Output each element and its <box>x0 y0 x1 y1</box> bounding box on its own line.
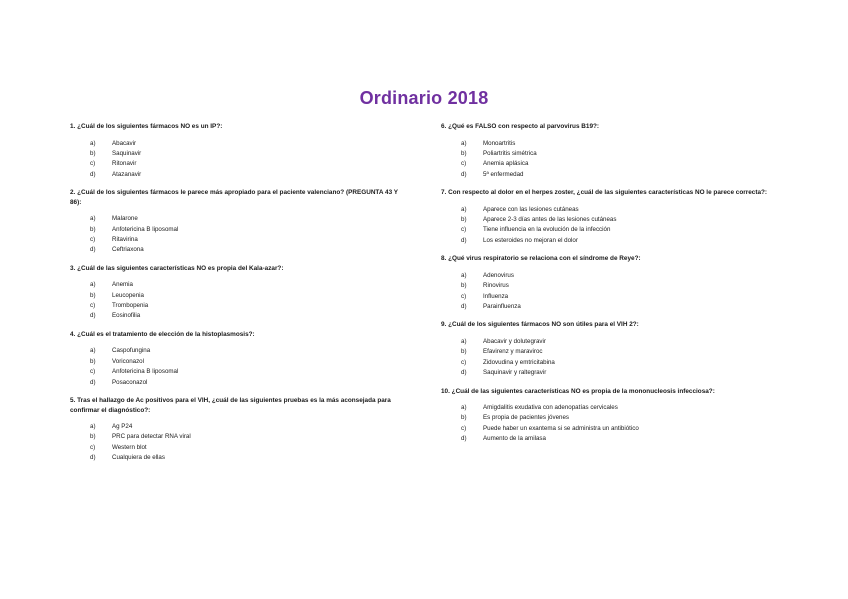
option-letter: c) <box>90 368 96 376</box>
option-list <box>441 403 781 445</box>
option-text: Parainfluenza <box>483 302 521 310</box>
option-letter: d) <box>90 454 96 462</box>
option-c <box>90 367 410 377</box>
option-letter: d) <box>90 312 96 320</box>
left-column <box>70 122 410 472</box>
option-text: Cualquiera de ellas <box>112 454 165 462</box>
option-letter: a) <box>90 139 96 147</box>
option-a <box>461 139 781 149</box>
option-c <box>461 159 781 169</box>
option-d <box>461 368 781 378</box>
option-letter: b) <box>461 216 467 224</box>
question-1 <box>70 122 410 180</box>
option-letter: a) <box>461 205 467 213</box>
option-text: Saquinavir <box>112 149 142 157</box>
option-letter: d) <box>90 246 96 254</box>
option-letter: c) <box>90 443 96 451</box>
option-a <box>461 271 781 281</box>
option-text: Aumento de la amilasa <box>483 435 546 443</box>
option-c <box>461 292 781 302</box>
option-text: Ag P24 <box>112 423 133 430</box>
option-c <box>90 443 410 453</box>
option-c <box>461 424 781 434</box>
option-c <box>461 358 781 368</box>
option-text: Anemia <box>112 281 133 289</box>
option-letter: c) <box>461 424 467 432</box>
page-title: Ordinario 2018 <box>359 88 489 108</box>
option-a <box>461 403 781 413</box>
question-7 <box>441 188 781 246</box>
option-b <box>90 149 410 159</box>
option-text: Leucopenia <box>112 291 144 299</box>
option-letter: b) <box>461 348 467 356</box>
option-text: Zidovudina y emtricitabina <box>483 358 555 366</box>
option-a <box>461 337 781 347</box>
option-list <box>70 346 410 388</box>
option-d <box>461 170 781 180</box>
option-letter: d) <box>461 170 467 178</box>
question-text: 6. ¿Qué es FALSO con respecto al parvovirus B19?: <box>441 123 600 130</box>
option-letter: d) <box>461 435 467 443</box>
option-list <box>70 280 410 322</box>
option-text: Efavirenz y maraviroc <box>483 348 543 356</box>
option-text: Amigdalitis exudativa con adenopatías cervicales <box>483 404 618 411</box>
option-a <box>90 346 410 356</box>
option-text: Poliartritis simétrica <box>483 149 537 157</box>
option-letter: a) <box>90 215 96 223</box>
option-d <box>90 311 410 321</box>
option-letter: a) <box>90 281 96 289</box>
option-letter: b) <box>90 433 96 441</box>
question-text: 1. ¿Cuál de los siguientes fármacos NO es un IP?: <box>70 123 223 130</box>
option-b <box>90 357 410 367</box>
option-letter: d) <box>461 302 467 310</box>
option-c <box>90 159 410 169</box>
option-text: Rinovirus <box>483 282 509 290</box>
option-b <box>90 432 410 442</box>
option-letter: c) <box>90 235 96 243</box>
question-9 <box>441 320 781 378</box>
option-list <box>441 139 781 181</box>
question-4 <box>70 330 410 388</box>
option-letter: c) <box>461 292 467 300</box>
question-3 <box>70 264 410 322</box>
option-letter: c) <box>90 160 96 168</box>
option-text: Anemia aplásica <box>483 160 529 168</box>
option-d <box>461 434 781 444</box>
question-text: 5. Tras el hallazgo de Ac positivos para el VIH, ¿cuál de las siguientes pruebas es la más aconsejada para confirmar el diagnóstico?: <box>70 397 391 414</box>
option-text: Tiene influencia en la evolución de la infección <box>483 226 611 234</box>
option-text: Los esteroides no mejoran el dolor <box>483 236 578 244</box>
option-b <box>461 215 781 225</box>
option-letter: b) <box>90 357 96 365</box>
option-a <box>90 139 410 149</box>
option-letter: a) <box>90 423 96 430</box>
option-list <box>441 337 781 379</box>
option-c <box>90 301 410 311</box>
option-d <box>90 453 410 463</box>
option-text: Ritonavir <box>112 160 137 168</box>
option-text: Anfotericina B liposomal <box>112 225 179 233</box>
option-text: Atazanavir <box>112 170 142 178</box>
option-text: Eosinofilia <box>112 312 141 320</box>
question-6 <box>441 122 781 180</box>
question-text: 10. ¿Cuál de las siguientes características NO es propia de la mononucleosis infecciosa?: <box>441 387 715 395</box>
option-letter: a) <box>461 139 467 147</box>
option-d <box>90 378 410 388</box>
option-a <box>90 280 410 290</box>
option-b <box>90 225 410 235</box>
option-letter: d) <box>90 170 96 178</box>
question-text: 7. Con respecto al dolor en el herpes zoster, ¿cuál de las siguientes características NO le parece correcta?: <box>441 189 768 197</box>
option-text: Aparece con las lesiones cutáneas <box>483 205 579 213</box>
option-list <box>441 271 781 313</box>
option-c <box>461 225 781 235</box>
option-text: Western blot <box>112 443 147 451</box>
option-b <box>461 347 781 357</box>
option-letter: c) <box>461 160 467 168</box>
option-d <box>90 170 410 180</box>
option-letter: c) <box>461 358 467 366</box>
option-text: Influenza <box>483 292 509 300</box>
option-b <box>461 149 781 159</box>
option-letter: d) <box>461 236 467 244</box>
question-text: 8. ¿Qué virus respiratorio se relaciona con el síndrome de Reye?: <box>441 255 641 263</box>
option-text: Abacavir <box>112 139 137 147</box>
option-a <box>461 205 781 215</box>
question-5 <box>70 396 410 464</box>
option-list <box>70 139 410 181</box>
option-text: Ritavirina <box>112 235 138 243</box>
option-letter: b) <box>461 149 467 157</box>
option-text: 5ª enfermedad <box>483 170 524 178</box>
option-d <box>461 236 781 246</box>
question-text: 9. ¿Cuál de los siguientes fármacos NO son útiles para el VIH 2?: <box>441 321 639 329</box>
option-list <box>441 205 781 247</box>
option-text: Saquinavir y raltegravir <box>483 369 547 377</box>
option-text: Abacavir y dolutegravir <box>483 337 546 345</box>
option-text: Monoartritis <box>483 139 516 147</box>
option-list <box>70 214 410 256</box>
option-b <box>461 281 781 291</box>
question-text: 2. ¿Cuál de los siguientes fármacos le parece más apropiado para el paciente valenciano? (PREGUNTA 43 Y 86): <box>70 189 398 206</box>
option-letter: a) <box>461 271 467 279</box>
question-text: 4. ¿Cuál es el tratamiento de elección de la histoplasmosis?: <box>70 330 255 338</box>
option-b <box>90 291 410 301</box>
option-text: Caspofungina <box>112 347 151 355</box>
option-text: Adenovirus <box>483 271 514 279</box>
option-text: Aparece 2-3 días antes de las lesiones cutáneas <box>483 216 617 224</box>
option-text: Puede haber un exantema si se administra un antibiótico <box>483 424 639 432</box>
question-10 <box>441 387 781 445</box>
option-text: Ceftriaxona <box>112 246 144 254</box>
option-text: Posaconazol <box>112 378 148 386</box>
option-letter: c) <box>90 302 96 310</box>
option-letter: a) <box>461 404 467 411</box>
option-text: Es propia de pacientes jóvenes <box>483 414 569 422</box>
option-letter: d) <box>461 369 467 377</box>
question-2 <box>70 188 410 256</box>
question-text: 3. ¿Cuál de las siguientes características NO es propia del Kala-azar?: <box>70 264 284 272</box>
right-column <box>441 122 781 453</box>
option-letter: d) <box>90 378 96 386</box>
option-letter: b) <box>90 291 96 299</box>
option-letter: b) <box>461 282 467 290</box>
option-letter: b) <box>461 414 467 422</box>
option-text: Anfotericina B liposomal <box>112 368 179 376</box>
option-letter: a) <box>90 347 96 355</box>
question-8 <box>441 254 781 312</box>
option-text: Malarone <box>112 215 138 223</box>
option-b <box>461 413 781 423</box>
option-a <box>90 422 410 432</box>
option-text: Voriconazol <box>112 357 144 365</box>
option-text: PRC para detectar RNA viral <box>112 433 191 441</box>
option-letter: c) <box>461 226 467 234</box>
option-text: Trombopenia <box>112 302 149 310</box>
option-c <box>90 235 410 245</box>
option-d <box>461 302 781 312</box>
option-a <box>90 214 410 224</box>
option-list <box>70 422 410 464</box>
option-letter: b) <box>90 149 96 157</box>
option-d <box>90 245 410 255</box>
option-letter: a) <box>461 337 467 345</box>
option-letter: b) <box>90 225 96 233</box>
